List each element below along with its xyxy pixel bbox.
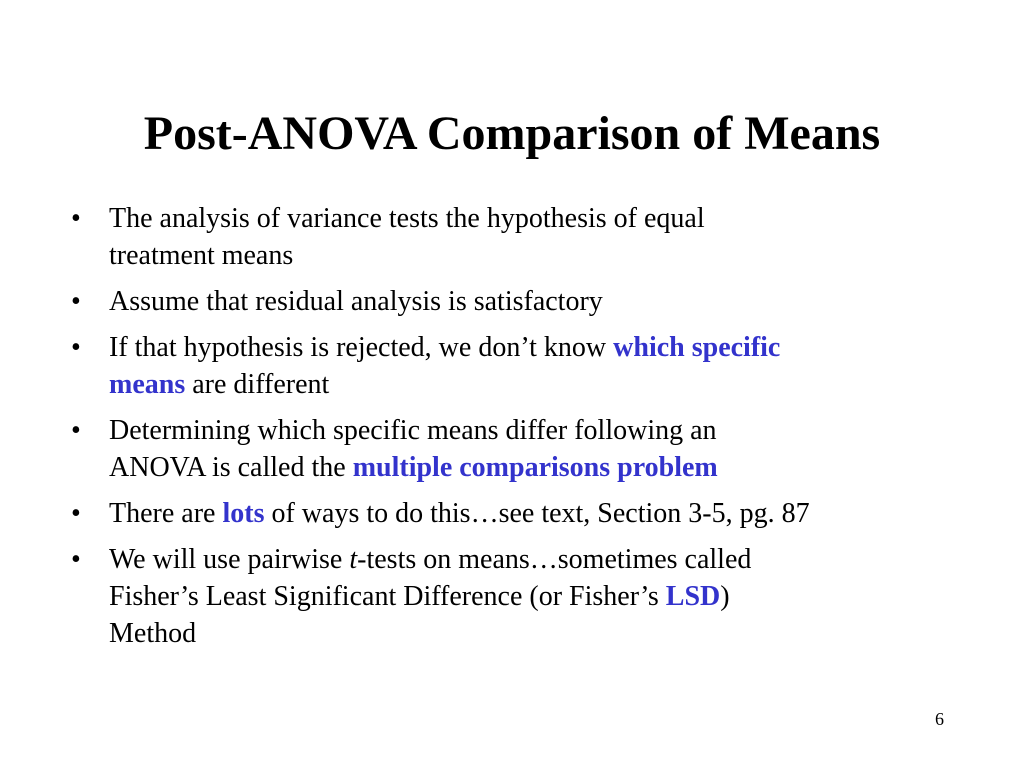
page-number: 6 bbox=[935, 709, 944, 729]
bullet-text: Assume that residual analysis is satisfactory bbox=[109, 286, 603, 317]
bullet-text: treatment means bbox=[109, 240, 294, 271]
bullet-text: Fisher’s Least Significant Difference (or Fisher’s bbox=[109, 581, 666, 612]
bullet-text: If that hypothesis is rejected, we don’t know bbox=[109, 332, 614, 363]
bullet-text: of ways to do this…see text, Section 3-5, pg. 87 bbox=[264, 498, 810, 529]
bullet-icon: • bbox=[71, 203, 81, 234]
bullet-text: Determining which specific means differ following an bbox=[109, 415, 717, 446]
bullet-text: are different bbox=[185, 369, 330, 400]
bullet-item bbox=[71, 329, 971, 403]
bullet-icon: • bbox=[71, 498, 81, 529]
bullet-icon: • bbox=[71, 415, 81, 446]
bullet-item bbox=[71, 412, 971, 486]
bullet-text: The analysis of variance tests the hypothesis of equal bbox=[109, 203, 705, 234]
bullet-item bbox=[71, 200, 971, 274]
bullet-item bbox=[71, 283, 971, 320]
highlighted-text: LSD bbox=[665, 581, 721, 612]
highlighted-text: multiple comparisons problem bbox=[352, 452, 718, 483]
bullet-icon: • bbox=[71, 332, 81, 363]
bullet-text: ) bbox=[720, 581, 730, 612]
bullet-text: Method bbox=[109, 618, 197, 649]
bullet-list bbox=[71, 200, 971, 661]
bullet-item bbox=[71, 541, 971, 652]
highlighted-text: means bbox=[109, 369, 186, 400]
bullet-text: We will use pairwise bbox=[109, 544, 350, 575]
bullet-text: There are bbox=[109, 498, 223, 529]
highlighted-text: lots bbox=[222, 498, 265, 529]
bullet-item bbox=[71, 495, 971, 532]
bullet-icon: • bbox=[71, 544, 81, 575]
italic-text: t bbox=[349, 544, 358, 575]
bullet-icon: • bbox=[71, 286, 81, 317]
bullet-text: ANOVA is called the bbox=[109, 452, 353, 483]
bullet-text: -tests on means…sometimes called bbox=[357, 544, 752, 575]
highlighted-text: which specific bbox=[613, 332, 781, 363]
slide-title: Post-ANOVA Comparison of Means bbox=[143, 107, 881, 160]
